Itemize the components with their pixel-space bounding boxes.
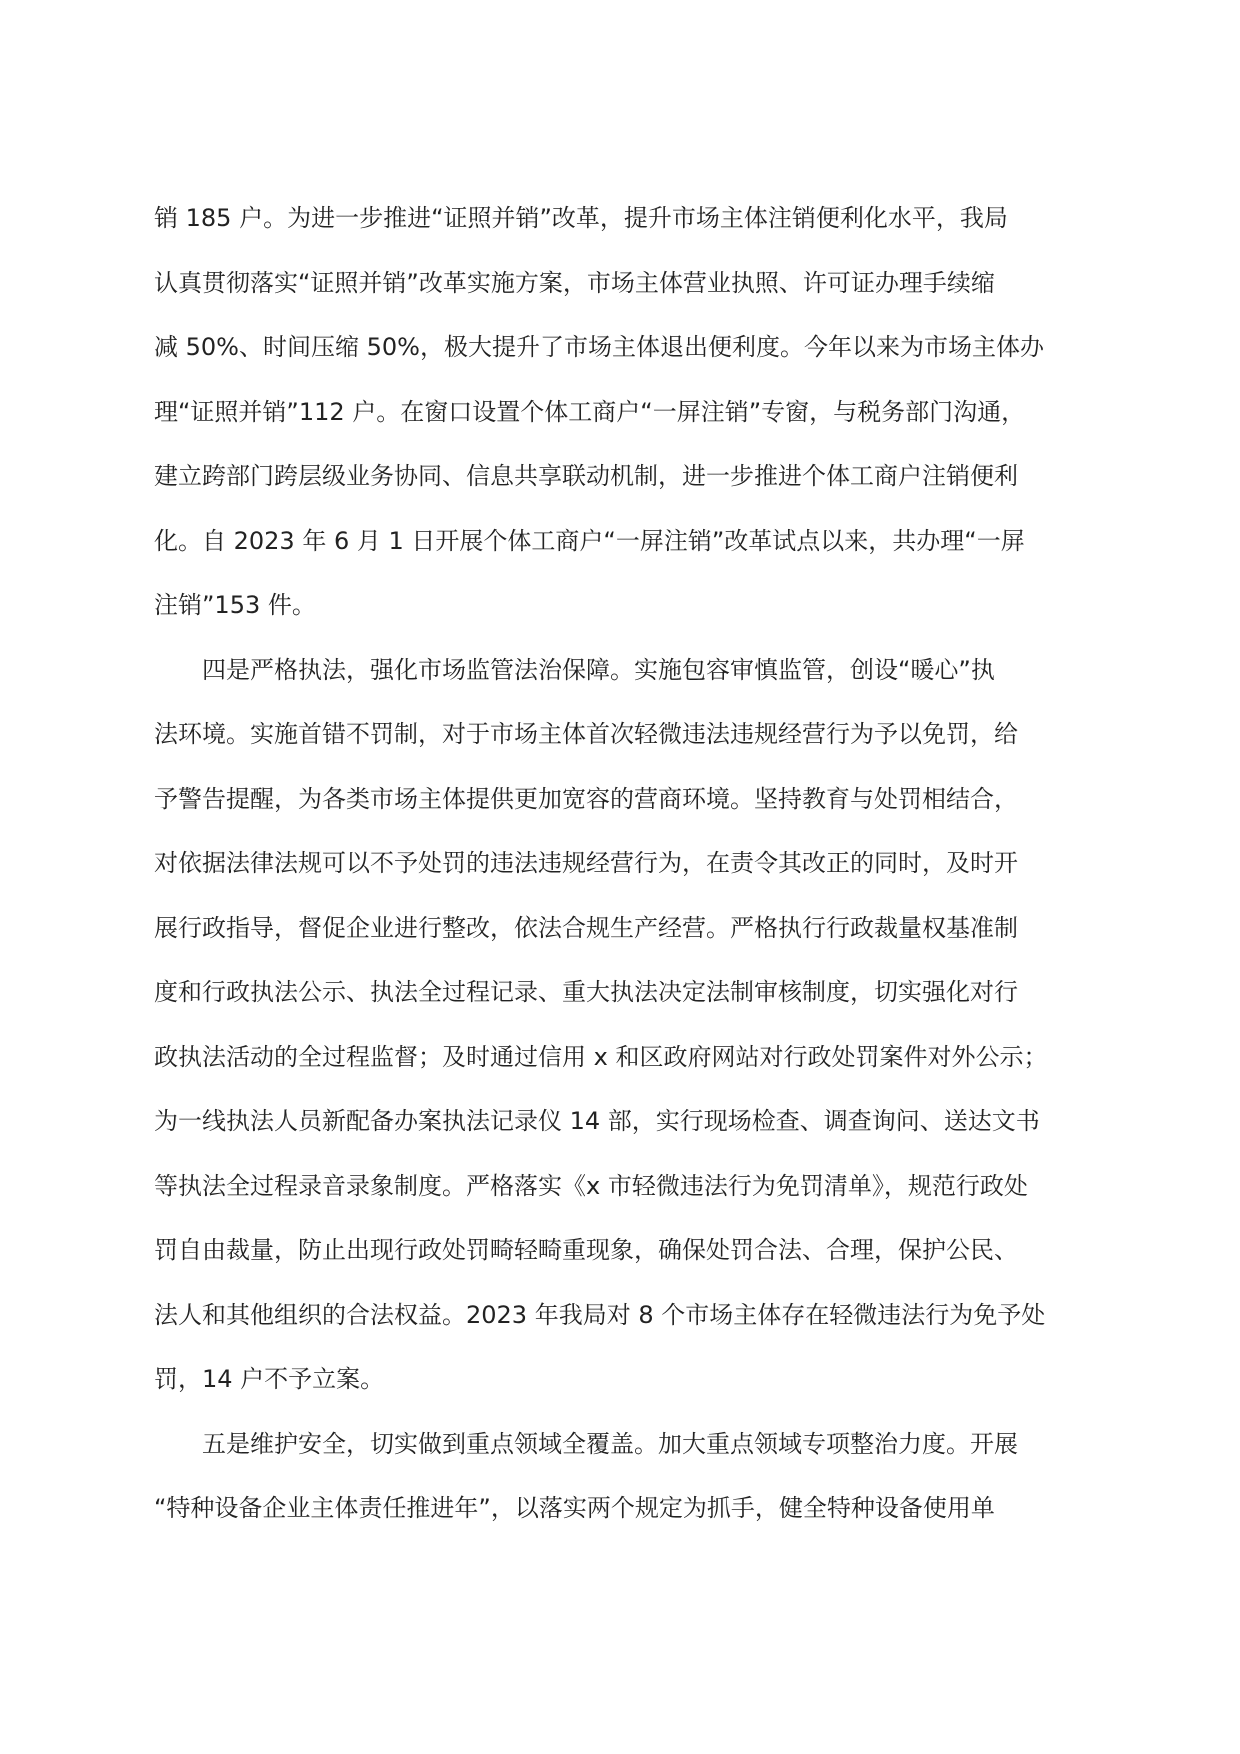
text-line: 罚自由裁量，防止出现行政处罚畸轻畸重现象，确保处罚合法、合理，保护公民、 [154,1236,1018,1264]
text-line: 度和行政执法公示、执法全过程记录、重大执法决定法制审核制度，切实强化对行 [154,978,1018,1006]
text-line: 政执法活动的全过程监督；及时通过信用 x 和区政府网站对行政处罚案件对外公示； [154,1042,1048,1071]
text-line: 化。自 2023 年 6 月 1 日开展个体工商户“一屏注销”改革试点以来，共办理“一屏 [154,526,1025,555]
text-line: 注销”153 件。 [154,591,316,619]
text-line: 法环境。实施首错不罚制，对于市场主体首次轻微违法违规经营行为予以免罚，给 [154,720,1018,748]
text-line: 销 185 户。为进一步推进“证照并销”改革，提升市场主体注销便利化水平，我局 [154,204,1008,232]
text-line: 罚，14 户不予立案。 [154,1365,385,1393]
text-line: “特种设备企业主体责任推进年”，以落实两个规定为抓手，健全特种设备使用单 [154,1494,995,1522]
text-line: 认真贯彻落实“证照并销”改革实施方案，市场主体营业执照、许可证办理手续缩 [154,268,995,297]
document-body [154,186,1094,1541]
text-line: 为一线执法人员新配备办案执法记录仪 14 部，实行现场检查、调查询问、送达文书 [154,1107,1040,1135]
text-line: 建立跨部门跨层级业务协同、信息共享联动机制，进一步推进个体工商户注销便利 [154,462,1018,490]
paragraph-4-start: 四是严格执法，强化市场监管法治保障。实施包容审慎监管，创设“暖心”执 [202,655,995,684]
text-line: 予警告提醒，为各类市场主体提供更加宽容的营商环境。坚持教育与处罚相结合， [154,784,1018,813]
text-line: 展行政指导，督促企业进行整改，依法合规生产经营。严格执行行政裁量权基准制 [154,913,1018,942]
text-line: 理“证照并销”112 户。在窗口设置个体工商户“一屏注销”专窗，与税务部门沟通， [154,397,1026,426]
paragraph-5-start: 五是维护安全，切实做到重点领域全覆盖。加大重点领域专项整治力度。开展 [202,1429,1018,1458]
text-line: 法人和其他组织的合法权益。2023 年我局对 8 个市场主体存在轻微违法行为免予处 [154,1300,1046,1329]
text-line: 减 50%、时间压缩 50%，极大提升了市场主体退出便利度。今年以来为市场主体办 [154,333,1044,361]
text-line: 等执法全过程录音录象制度。严格落实《x 市轻微违法行为免罚清单》，规范行政处 [154,1171,1028,1200]
text-line: 对依据法律法规可以不予处罚的违法违规经营行为，在责令其改正的同时，及时开 [154,849,1018,877]
